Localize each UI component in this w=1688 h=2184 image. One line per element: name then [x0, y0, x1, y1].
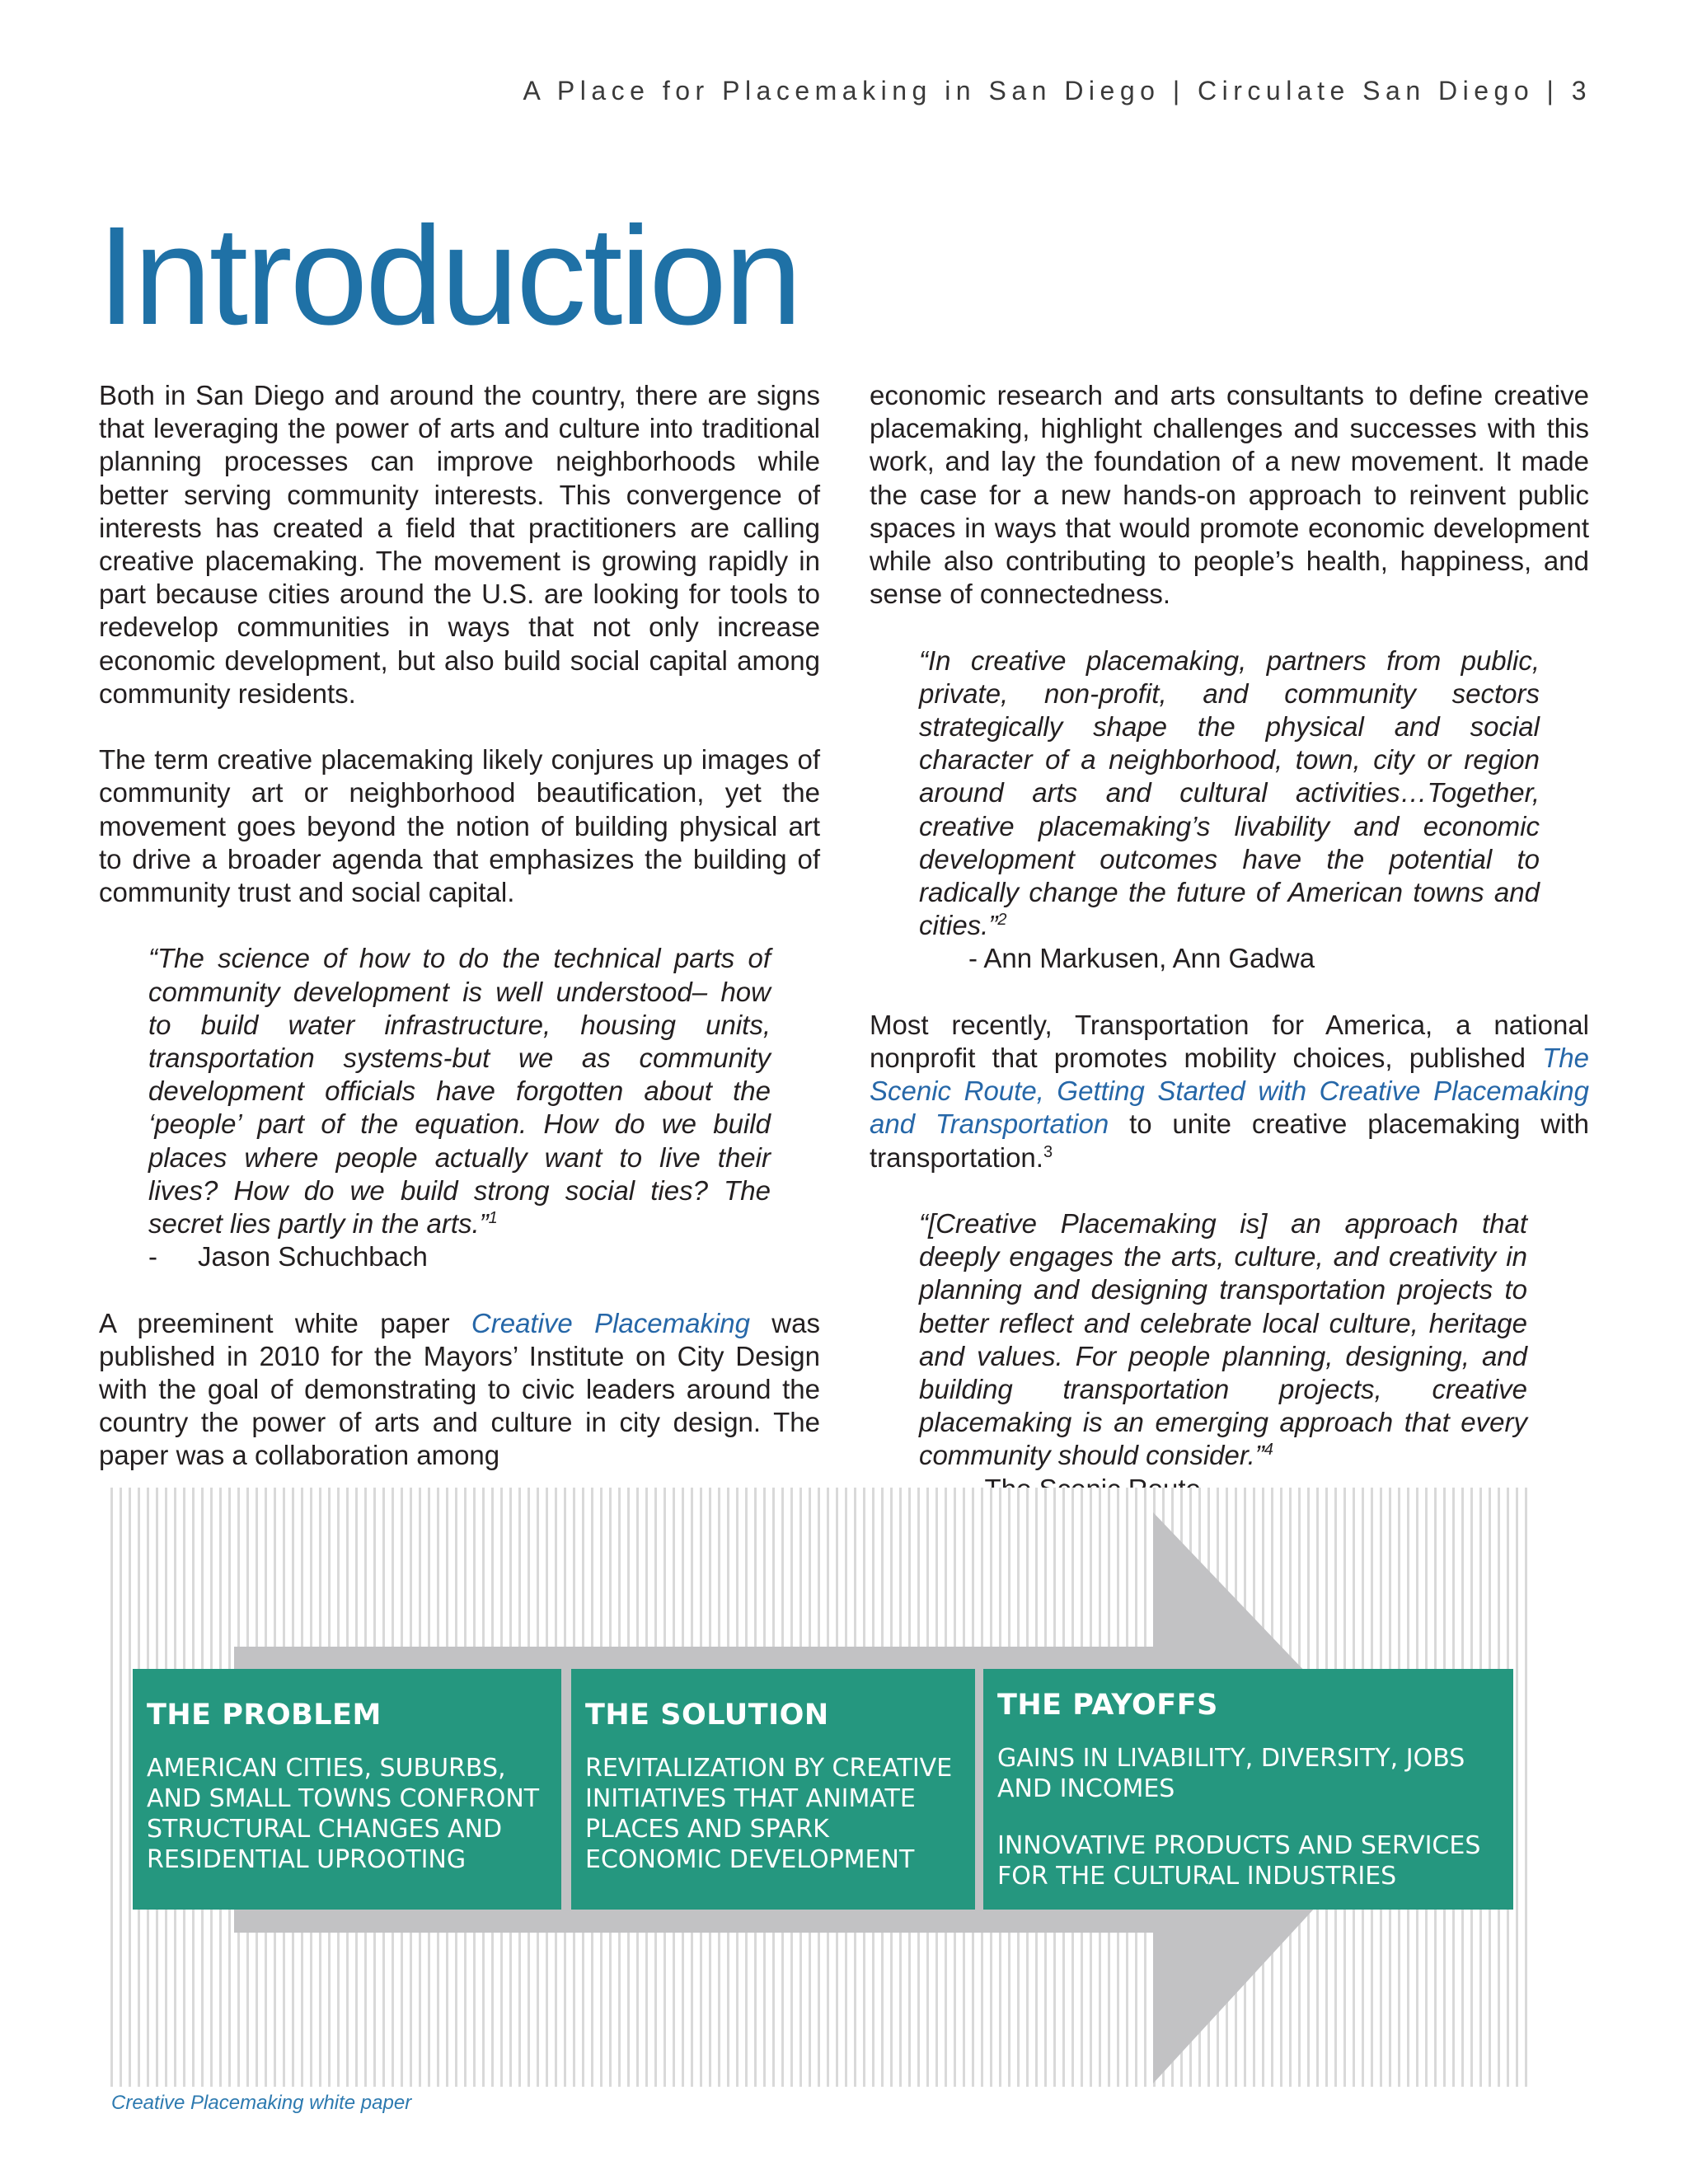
white-paper-text-start: A preeminent white paper	[99, 1307, 471, 1338]
solution-text: REVITALIZATION BY CREATIVE INITIATIVES THAT ANIMATE PLACES AND SPARK ECONOMIC DEVELOPMENT	[585, 1754, 953, 1874]
page-title: Introduction	[97, 198, 800, 354]
footnote-ref-4: 4	[1264, 1441, 1273, 1460]
running-header: A Place for Placemaking in San Diego | Circulate San Diego | 3	[523, 76, 1592, 105]
problem-box	[133, 1669, 561, 1910]
figure-caption: Creative Placemaking white paper	[111, 2092, 412, 2114]
footnote-ref-2: 2	[997, 911, 1007, 930]
problem-heading: THE PROBLEM	[147, 1699, 382, 1732]
white-paper-text-end: was published in 2010 for the Mayors’ Institute on City Design with the goal of demonstrating to civic leaders around the country the power of arts and culture in city design. The paper was a collaboration among	[99, 1307, 820, 1471]
transportation-paragraph	[870, 1009, 1589, 1174]
payoffs-box	[983, 1669, 1513, 1910]
markusen-quote-text: “In creative placemaking, partners from public, private, non-profit, and community sectors strategically shape the physical and social character of a neighborhood, town, city or region around arts and cultural activities…Together, creative placemaking’s livability and economic development outcomes have the potential to radically change the future of American towns and cities.”	[919, 644, 1540, 941]
white-paper-paragraph	[99, 1307, 820, 1473]
markusen-attribution: - Ann Markusen, Ann Gadwa	[968, 943, 1315, 974]
footnote-ref-1: 1	[488, 1209, 498, 1228]
left-column	[99, 379, 820, 1506]
transportation-text-start: Most recently, Transportation for America, a national nonprofit that promotes mobility choices, published	[870, 1009, 1589, 1074]
schuchbach-attribution	[148, 1240, 771, 1273]
problem-solution-payoff-graphic	[110, 1488, 1534, 2087]
transportation-text-end: to unite creative placemaking with transportation.	[870, 1108, 1589, 1173]
creative-placemaking-link[interactable]: Creative Placemaking	[471, 1307, 751, 1338]
scenic-route-link[interactable]: The Scenic Route, Getting Started with Creative Placemaking and Transportation	[870, 1043, 1589, 1140]
intro-paragraph-2: The term creative placemaking likely conjures up images of community art or neighborhood beautification, yet the movement goes beyond the notion of building physical art to drive a broader agenda that emphasizes the building of community trust and social capital.	[99, 744, 820, 908]
payoffs-text-1: GAINS IN LIVABILITY, DIVERSITY, JOBS AND INCOMES	[997, 1744, 1465, 1803]
scenic-route-quote	[919, 1207, 1527, 1473]
attribution-dash: -	[148, 1241, 157, 1272]
schuchbach-name: Jason Schuchbach	[198, 1241, 428, 1272]
problem-text: AMERICAN CITIES, SUBURBS, AND SMALL TOWNS CONFRONT STRUCTURAL CHANGES AND RESIDENTIAL UPROOTING	[147, 1754, 540, 1874]
scenic-route-quote-text: “[Creative Placemaking is] an approach that deeply engages the arts, culture, and creativity in planning and designing transportation projects to better reflect and celebrate local culture, heritage and values. For people planning, designing, and building transportation projects, creative placemaking is an emerging approach that every community should consider.”	[919, 1208, 1527, 1471]
schuchbach-quote-text: “The science of how to do the technical parts of community development is well understood– how to build water infrastructure, housing units, transportation systems-but we as community development officials have forgotten about the ‘people’ part of the equation. How do we build places where people actually want to live their lives? How do we build strong social ties? The secret lies partly in the arts.”	[148, 943, 771, 1240]
footnote-ref-3: 3	[1043, 1142, 1053, 1161]
payoffs-heading: THE PAYOFFS	[997, 1689, 1218, 1722]
research-paragraph: economic research and arts consultants to define creative placemaking, highlight challenges and successes with this work, and lay the foundation of a new movement. It made the case for a new hands-on approach to reinvent public spaces in ways that would promote economic development while also contributing to people’s health, happiness, and sense of connectedness.	[870, 380, 1589, 610]
right-column	[870, 379, 1589, 1539]
markusen-quote	[919, 644, 1540, 943]
intro-paragraph-1: Both in San Diego and around the country, there are signs that leveraging the power of arts and culture into traditional planning processes can improve neighborhoods while better serving community interests. This convergence of interests has created a field that practitioners are calling creative placemaking. The movement is growing rapidly in part because cities around the U.S. are looking for tools to redevelop communities in ways that not only increase economic development, but also build social capital among community residents.	[99, 380, 820, 709]
schuchbach-quote	[148, 942, 771, 1240]
solution-box	[571, 1669, 975, 1910]
payoffs-text-2: INNOVATIVE PRODUCTS AND SERVICES FOR THE CULTURAL INDUSTRIES	[997, 1831, 1481, 1891]
solution-heading: THE SOLUTION	[585, 1699, 829, 1732]
